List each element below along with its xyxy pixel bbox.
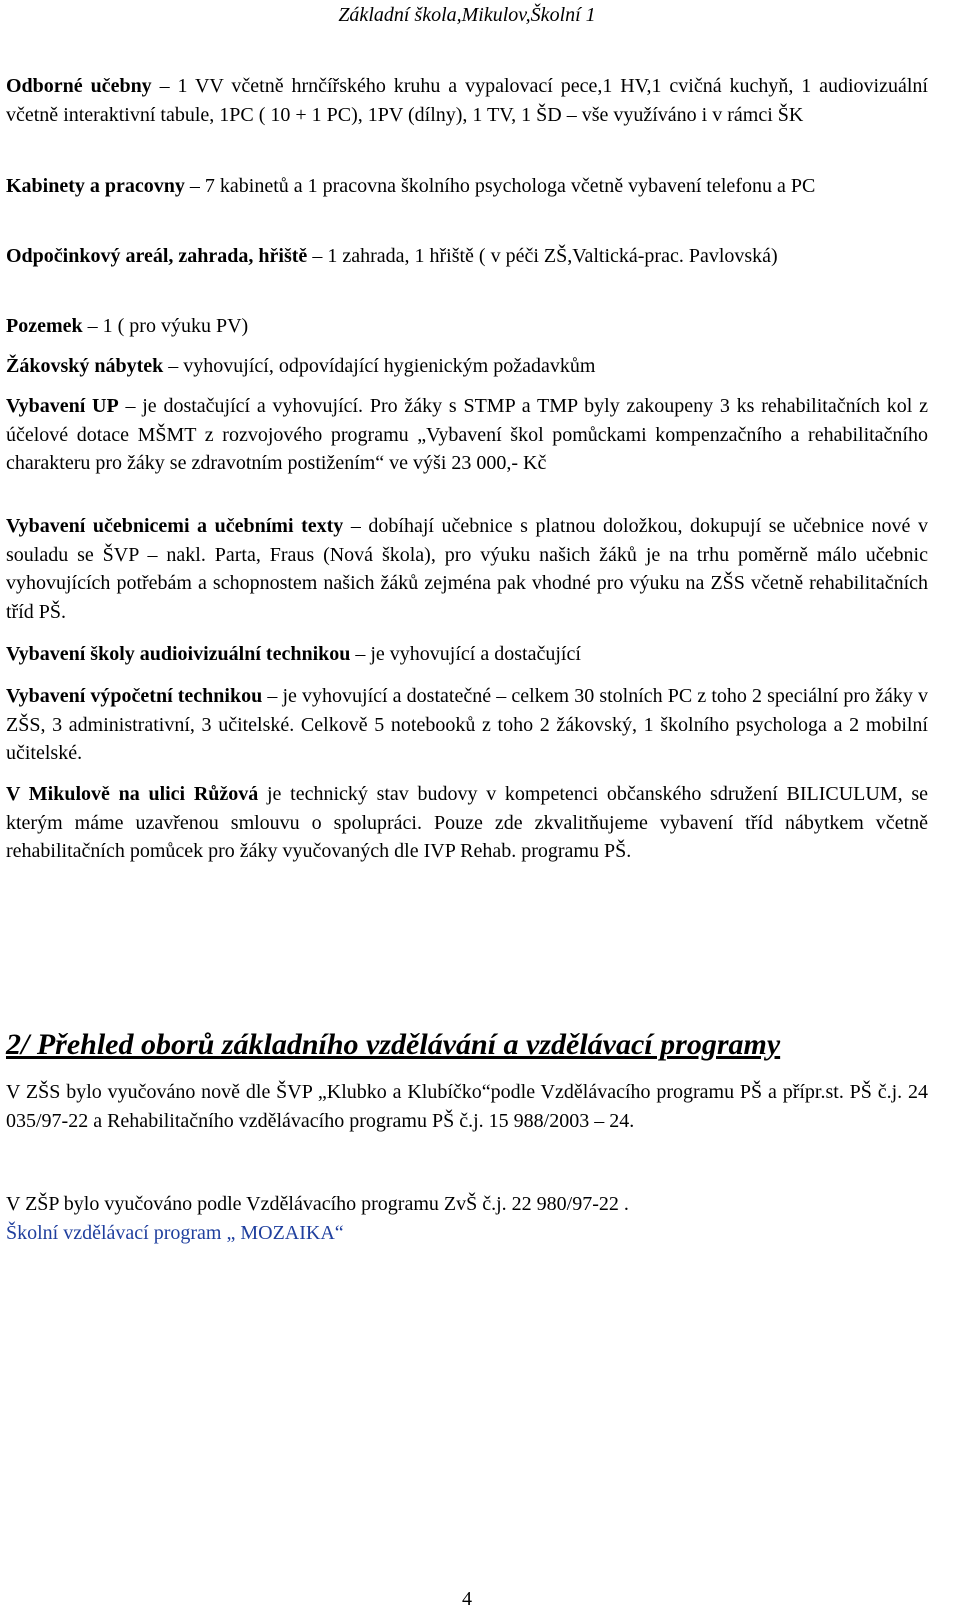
item-text: – 1 ( pro výuku PV) bbox=[82, 315, 249, 337]
item-label: Kabinety a pracovny bbox=[6, 175, 185, 197]
item-vypocetni-technika bbox=[6, 682, 928, 768]
item-label: Žákovský nábytek bbox=[6, 355, 164, 377]
item-kabinety bbox=[6, 172, 928, 201]
item-label: Vybavení školy audioivizuální technikou bbox=[6, 643, 351, 665]
svp-link[interactable]: Školní vzdělávací program „ MOZAIKA“ bbox=[6, 1221, 344, 1244]
zsp-text: V ZŠP bylo vyučováno podle Vzdělávacího programu ZvŠ č.j. 22 980/97-22 . bbox=[6, 1193, 629, 1215]
item-text: – je vyhovující a dostačující bbox=[350, 643, 581, 665]
zss-paragraph: V ZŠS bylo vyučováno nově dle ŠVP „Klubko a Klubíčko“podle Vzdělávacího programu PŠ a přípr.st. PŠ č.j. 24 035/97-22 a Rehabilitačního vzdělávacího programu PŠ č.j. 15 988/2003 – 24. bbox=[6, 1081, 928, 1132]
item-text: – 7 kabinetů a 1 pracovna školního psychologa včetně vybavení telefonu a PC bbox=[184, 175, 816, 197]
item-zakovsky-nabytek bbox=[6, 352, 928, 381]
item-label: Pozemek bbox=[6, 315, 83, 337]
item-label: Odborné učebny bbox=[6, 75, 152, 97]
item-label: Vybavení výpočetní technikou bbox=[6, 685, 263, 707]
item-label: Vybavení učebnicemi a učebními texty bbox=[6, 515, 344, 537]
mikulov-text: je technický stav budovy v kompetenci občanského sdružení BILICULUM, se kterým máme uzavřenou smlouvu o spolupráci. Pouze zde zkvalitňujeme vybavení tříd nábytkem včetně rehabilitačních pomůcek pro žáky vyučovaných dle IVP Rehab. programu PŠ. bbox=[6, 783, 928, 862]
mikulov-paragraph bbox=[6, 780, 928, 866]
page-header: Základní škola,Mikulov,Školní 1 bbox=[338, 4, 596, 26]
item-pozemek bbox=[6, 312, 928, 341]
zsp-paragraph bbox=[6, 1190, 928, 1247]
item-text: – dobíhají učebnice s platnou doložkou, dokupují se učebnice nové v souladu se ŠVP – nakl. Parta, Fraus (Nová škola), pro výuku našich žáků je na trhu poměrně málo učebnic vyhovujících potřebám a schopnostem našich žáků zejména pak vhodné pro výuku na ZŠS včetně rehabilitačních tříd PŠ. bbox=[6, 515, 928, 623]
item-label: Odpočinkový areál, zahrada, hřiště bbox=[6, 245, 308, 267]
item-odpocinkovy-areal bbox=[6, 242, 928, 271]
item-vybaveni-ucebnicemi bbox=[6, 512, 928, 626]
item-text: – je vyhovující a dostatečné – celkem 30 stolních PC z toho 2 speciální pro žáky v ZŠS, 3 administrativní, 3 učitelské. Celkově 5 notebooků z toho 2 žákovský, 1 školního psychologa a 2 mobilní učitelské. bbox=[6, 685, 929, 764]
item-audiovizualni-technika bbox=[6, 640, 928, 669]
item-odborne-ucebny bbox=[6, 72, 928, 129]
item-label: Vybavení UP bbox=[6, 395, 119, 417]
item-text: – je dostačující a vyhovující. Pro žáky s STMP a TMP byly zakoupeny 3 ks rehabilitačních kol z účelové dotace MŠMT z rozvojového programu „Vybavení škol pomůckami kompenzačního a rehabilitačního charakteru pro žáky se zdravotním postižením“ ve výši 23 000,- Kč bbox=[6, 395, 928, 474]
mikulov-prefix: V Mikulově na ulici Růžová bbox=[6, 783, 259, 805]
section-title: 2/ Přehled oborů základního vzdělávání a vzdělávací programy bbox=[6, 1028, 781, 1061]
item-text: – 1 VV včetně hrnčířského kruhu a vypalovací pece,1 HV,1 cvičná kuchyň, 1 audiovizuální včetně interaktivní tabule, 1PC ( 10 + 1 PC), 1PV (dílny), 1 TV, 1 ŠD – vše využíváno i v rámci ŠK bbox=[6, 75, 928, 126]
item-text: – vyhovující, odpovídající hygienickým požadavkům bbox=[163, 355, 596, 377]
page-number: 4 bbox=[462, 1588, 472, 1610]
item-text: – 1 zahrada, 1 hřiště ( v péči ZŠ,Valtická-prac. Pavlovská) bbox=[307, 245, 778, 267]
item-vybaveni-up bbox=[6, 392, 928, 478]
